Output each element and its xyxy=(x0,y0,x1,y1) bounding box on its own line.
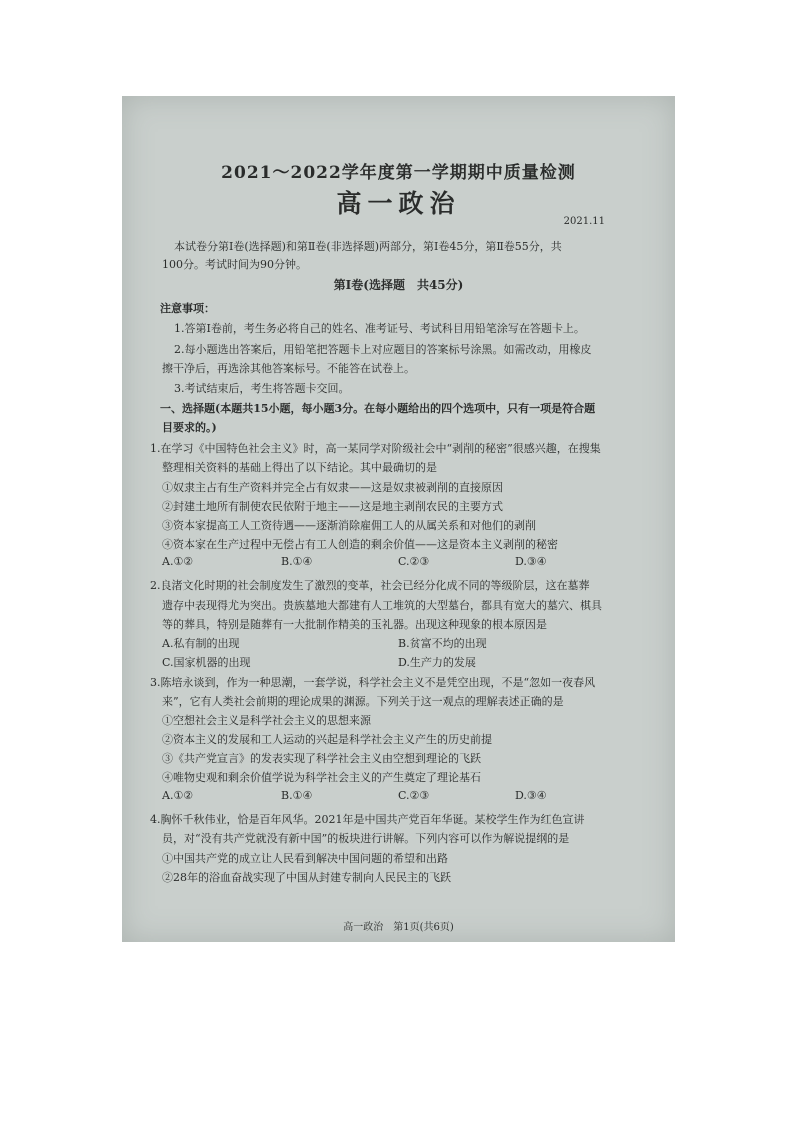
question-stem: 3.陈培永谈到，作为一种思潮，一套学说，科学社会主义不是凭空出现，不是“忽如一夜春风 xyxy=(150,676,596,689)
statement: ③《共产党宣言》的发表实现了科学社会主义由空想到理论的飞跃 xyxy=(162,752,481,765)
statement: ④资本家在生产过程中无偿占有工人创造的剩余价值——这是资本主义剥削的秘密 xyxy=(162,538,558,551)
option: B.①④ xyxy=(281,555,313,568)
note-item: 2.每小题选出答案后，用铅笔把答题卡上对应题目的答案标号涂黑。如需改动，用橡皮 xyxy=(174,343,592,356)
question-stem: 来”，它有人类社会前期的理论成果的渊源。下列关于这一观点的理解表述正确的是 xyxy=(162,695,564,708)
statement: ①空想社会主义是科学社会主义的思想来源 xyxy=(162,714,371,727)
part-heading: 第Ⅰ卷(选择题 共45分) xyxy=(333,278,464,292)
option: B.贫富不均的出现 xyxy=(398,637,487,650)
option: A.私有制的出现 xyxy=(162,637,240,650)
question-stem: 员，对“没有共产党就没有新中国”的板块进行讲解。下列内容可以作为解说提纲的是 xyxy=(162,832,570,845)
exam-date: 2021.11 xyxy=(563,216,605,227)
page-footer: 高一政治 第1页(共6页) xyxy=(343,922,454,933)
intro-line: 本试卷分第Ⅰ卷(选择题)和第Ⅱ卷(非选择题)两部分，第Ⅰ卷45分，第Ⅱ卷55分，共 xyxy=(174,240,562,253)
question-stem: 1.在学习《中国特色社会主义》时，高一某同学对阶级社会中“剥削的秘密”很感兴趣，在搜集 xyxy=(150,442,601,455)
option: A.①② xyxy=(162,555,194,568)
exam-subject: 高一政治 xyxy=(336,189,461,218)
option: C.②③ xyxy=(398,789,430,802)
option: D.③④ xyxy=(515,555,547,568)
option: C.国家机器的出现 xyxy=(162,656,251,669)
notes-heading: 注意事项： xyxy=(160,302,215,315)
statement: ③资本家提高工人工资待遇——逐渐消除雇佣工人的从属关系和对他们的剥削 xyxy=(162,519,536,532)
exam-title: 2021～2022学年度第一学期期中质量检测 xyxy=(221,163,576,183)
statement: ②封建土地所有制使农民依附于地主——这是地主剥削农民的主要方式 xyxy=(162,500,503,513)
option: D.生产力的发展 xyxy=(398,656,476,669)
intro-line: 100分。考试时间为90分钟。 xyxy=(162,258,307,271)
option: A.①② xyxy=(162,789,194,802)
statement: ②28年的浴血奋战实现了中国从封建专制向人民民主的飞跃 xyxy=(162,871,451,884)
statement: ④唯物史观和剩余价值学说为科学社会主义的产生奠定了理论基石 xyxy=(162,771,481,784)
section-heading: 一、选择题(本题共15小题，每小题3分。在每小题给出的四个选项中，只有一项是符合题 xyxy=(160,402,596,415)
exam-page xyxy=(122,96,675,942)
option: D.③④ xyxy=(515,789,547,802)
statement: ①中国共产党的成立让人民看到解决中国问题的希望和出路 xyxy=(162,852,448,865)
statement: ①奴隶主占有生产资料并完全占有奴隶——这是奴隶被剥削的直接原因 xyxy=(162,481,503,494)
question-stem: 遗存中表现得尤为突出。贵族墓地大都建有人工堆筑的大型墓台，都具有宽大的墓穴、棋具 xyxy=(162,599,602,612)
option: B.①④ xyxy=(281,789,313,802)
question-stem: 4.胸怀千秋伟业，恰是百年风华。2021年是中国共产党百年华诞。某校学生作为红色宣讲 xyxy=(150,813,585,826)
question-stem: 整理相关资料的基础上得出了以下结论。其中最确切的是 xyxy=(162,461,437,474)
question-stem: 等的葬具，特别是随葬有一大批制作精美的玉礼器。出现这种现象的根本原因是 xyxy=(162,618,547,631)
question-stem: 2.良渚文化时期的社会制度发生了激烈的变革，社会已经分化成不同的等级阶层，这在墓葬 xyxy=(150,579,590,592)
statement: ②资本主义的发展和工人运动的兴起是科学社会主义产生的历史前提 xyxy=(162,733,492,746)
note-item: 3.考试结束后，考生将答题卡交回。 xyxy=(174,382,350,395)
section-heading: 目要求的。) xyxy=(162,421,217,434)
note-item: 擦干净后，再选涂其他答案标号。不能答在试卷上。 xyxy=(162,362,415,375)
note-item: 1.答第Ⅰ卷前，考生务必将自己的姓名、准考证号、考试科目用铅笔涂写在答题卡上。 xyxy=(174,322,585,335)
option: C.②③ xyxy=(398,555,430,568)
